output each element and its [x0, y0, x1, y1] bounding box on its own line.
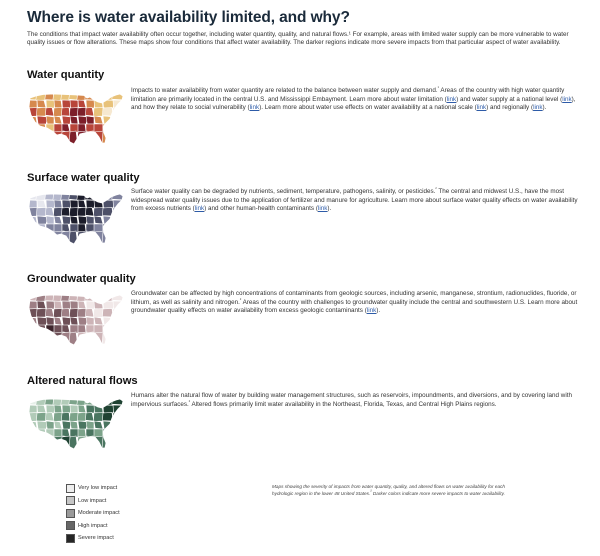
- map-region: [36, 231, 47, 247]
- social-vulnerability-link[interactable]: link: [249, 104, 260, 112]
- map-region: [36, 131, 47, 147]
- map-region: [54, 116, 62, 124]
- map-region: [45, 413, 54, 422]
- text-segment: ), and how they relate to social vulnerability (: [131, 95, 576, 112]
- map-region: [77, 309, 86, 318]
- water-quantity-heading: Water quantity: [27, 69, 105, 81]
- map-region: [102, 131, 113, 147]
- map-region: [86, 405, 95, 413]
- map-region: [27, 231, 37, 247]
- map-region: [86, 200, 95, 208]
- map-region: [46, 216, 54, 224]
- map-region: [113, 421, 127, 429]
- map-region: [113, 124, 127, 132]
- map-region: [62, 421, 71, 429]
- map-region: [94, 116, 103, 124]
- map-region: [113, 405, 127, 413]
- text-segment: ).: [542, 104, 547, 112]
- map-region: [37, 100, 46, 108]
- map-region: [45, 309, 54, 318]
- map-region: [86, 421, 94, 429]
- map-region: [27, 292, 37, 301]
- map-region: [27, 91, 37, 100]
- map-region: [46, 116, 54, 124]
- map-region: [112, 131, 127, 147]
- legend-item: [66, 482, 120, 494]
- map-region: [70, 421, 78, 429]
- map-caption: [272, 484, 527, 497]
- map-region: [70, 405, 78, 413]
- map-region: [86, 116, 94, 124]
- map-region: [112, 436, 127, 452]
- water-quantity-map: [27, 91, 127, 147]
- map-region: [85, 231, 94, 247]
- map-region: [37, 429, 46, 437]
- map-region: [93, 91, 105, 101]
- map-region: [69, 292, 78, 301]
- map-region: [78, 429, 86, 437]
- altered-natural-flows-heading: Altered natural flows: [27, 375, 138, 387]
- geologic-contaminants-link[interactable]: link: [366, 307, 377, 315]
- map-region: [78, 124, 86, 132]
- map-region: [45, 396, 54, 405]
- map-region: [27, 131, 37, 147]
- map-region: [78, 200, 86, 208]
- map-region: [54, 200, 62, 208]
- intro-paragraph: The conditions that impact water availability often occur together, including water quantity, quality, and natural flows.¹ For example, areas with limited water supply can be more vulnerable to water quality issues or flow alterations. These maps show four conditions that affect water availability. The darker regions indicate more severe impacts from that particular aspect of water availability.: [27, 31, 569, 47]
- map-region: [85, 309, 94, 318]
- map-region: [78, 325, 86, 333]
- regional-water-use-link[interactable]: link: [533, 104, 543, 112]
- map-region: [93, 191, 105, 201]
- map-region: [37, 325, 46, 333]
- map-region: [37, 200, 46, 208]
- legend-label: Very low impact: [78, 485, 118, 491]
- map-region: [69, 191, 78, 200]
- map-region: [46, 200, 55, 208]
- surface-water-quality-map: [27, 191, 127, 247]
- map-region: [27, 224, 38, 232]
- map-region: [113, 317, 127, 325]
- map-region: [27, 436, 37, 452]
- map-region: [94, 224, 103, 232]
- map-region: [45, 436, 54, 452]
- map-region: [36, 413, 46, 422]
- map-region: [27, 325, 38, 333]
- legend-item: [66, 495, 120, 507]
- map-region: [69, 91, 78, 100]
- map-region: [113, 301, 127, 309]
- water-supply-link[interactable]: link: [562, 95, 572, 103]
- text-segment: ).: [327, 205, 332, 213]
- map-region: [78, 224, 86, 232]
- map-region: [77, 413, 86, 422]
- map-region: [85, 413, 94, 422]
- map-region: [94, 124, 103, 132]
- map-region: [112, 231, 127, 247]
- water-limitation-link[interactable]: link: [446, 95, 457, 103]
- map-region: [61, 436, 70, 452]
- map-region: [27, 332, 37, 348]
- surface-water-quality-text: [131, 185, 581, 214]
- text-segment: ) and regionally (: [486, 104, 534, 112]
- legend-swatch: [66, 534, 75, 543]
- text-segment: ).: [376, 307, 381, 315]
- legend-item: [66, 507, 120, 519]
- map-region: [54, 325, 62, 333]
- map-region: [94, 301, 103, 309]
- map-region: [86, 216, 94, 224]
- text-segment: ) and other human-health contaminants (: [204, 205, 318, 213]
- map-region: [113, 429, 127, 437]
- map-region: [27, 200, 37, 208]
- map-region: [78, 301, 86, 309]
- legend-swatch: [66, 484, 75, 493]
- map-region: [54, 421, 62, 429]
- map-region: [61, 131, 70, 147]
- map-region: [54, 224, 62, 232]
- map-region: [46, 317, 54, 325]
- text-segment: ) and water supply at a national level (: [456, 95, 563, 103]
- map-region: [36, 436, 47, 452]
- map-region: [45, 91, 54, 100]
- map-region: [77, 108, 86, 117]
- footnote-ref: ¹: [437, 84, 439, 90]
- map-region: [85, 108, 94, 117]
- map-region: [102, 191, 113, 200]
- legend-swatch: [66, 509, 75, 518]
- caption-segment: Maps showing the severity of impacts from water quantity, quality, and altered flows on water availability for each hydrologic region in the lower 48 United States.: [272, 484, 506, 496]
- map-region: [102, 436, 113, 452]
- map-region: [54, 317, 62, 325]
- map-region: [113, 216, 127, 224]
- legend-item: [66, 532, 120, 544]
- map-region: [93, 396, 105, 406]
- map-region: [85, 208, 94, 217]
- map-region: [27, 396, 37, 405]
- map-region: [61, 413, 70, 422]
- map-region: [70, 200, 78, 208]
- map-region: [70, 116, 78, 124]
- map-region: [102, 292, 113, 301]
- map-region: [94, 200, 103, 208]
- map-region: [70, 301, 78, 309]
- map-region: [45, 131, 54, 147]
- legend-label: Severe impact: [78, 535, 114, 542]
- footnote-ref: ²: [239, 296, 242, 302]
- map-region: [37, 124, 46, 132]
- legend-swatch: [66, 496, 75, 505]
- groundwater-quality-text: [131, 290, 581, 316]
- map-region: [61, 108, 70, 117]
- impact-legend: [66, 482, 120, 545]
- national-water-use-link[interactable]: link: [476, 104, 487, 112]
- text-segment: Groundwater can be affected by high concentrations of contaminants from geologic sources, including arsenic, manganese, strontium, radionuclides, fluoride, or lithium, as well as salinity and nitrogen.: [131, 290, 577, 306]
- map-region: [113, 116, 127, 124]
- map-region: [102, 231, 113, 247]
- map-region: [86, 301, 95, 309]
- map-region: [102, 332, 113, 348]
- legend-label: Low impact: [78, 497, 107, 504]
- map-region: [86, 317, 94, 325]
- map-region: [61, 332, 70, 348]
- map-region: [27, 191, 37, 200]
- map-region: [85, 131, 94, 147]
- excess-nutrients-link[interactable]: link: [194, 205, 205, 213]
- map-region: [46, 100, 55, 108]
- map-region: [94, 429, 103, 437]
- map-region: [54, 216, 62, 224]
- legend-label: High impact: [78, 522, 108, 529]
- text-segment: Impacts to water availability from water quantity are related to the balance between water supply and demand.: [131, 87, 438, 94]
- map-region: [61, 231, 70, 247]
- map-region: [93, 292, 105, 302]
- map-region: [54, 100, 62, 108]
- map-region: [70, 317, 78, 325]
- text-segment: The central and midwest U.S., have the most widespread water quality issues due to the application of fertilizer and manure for agriculture. Learn more about surface water quality effects on water availability from excess nutrients (: [131, 188, 578, 213]
- map-region: [69, 396, 78, 405]
- altered-natural-flows-text: [131, 392, 581, 409]
- map-region: [54, 301, 62, 309]
- map-region: [36, 108, 46, 117]
- map-region: [85, 436, 94, 452]
- map-region: [46, 405, 55, 413]
- map-region: [113, 100, 127, 108]
- map-region: [36, 208, 46, 217]
- map-region: [94, 100, 103, 108]
- footnote-ref: ²: [370, 488, 372, 494]
- map-region: [45, 231, 54, 247]
- map-region: [61, 309, 70, 318]
- map-region: [46, 301, 55, 309]
- map-region: [112, 332, 127, 348]
- map-region: [78, 405, 86, 413]
- map-region: [45, 292, 54, 301]
- footnote-ref: ²: [435, 185, 437, 191]
- map-region: [94, 421, 103, 429]
- map-region: [85, 332, 94, 348]
- map-region: [113, 224, 127, 232]
- map-region: [62, 317, 71, 325]
- caption-segment: Darker colors indicate more severe impacts to water availability.: [371, 490, 505, 496]
- text-segment: Surface water quality can be degraded by nutrients, sediment, temperature, pathogens, salinity, or pesticides.: [131, 188, 436, 195]
- map-region: [70, 100, 78, 108]
- map-region: [37, 301, 46, 309]
- map-region: [94, 317, 103, 325]
- footnote-ref: ²: [188, 398, 191, 404]
- text-segment: ). Learn more about water use effects on water availability at a national scale (: [259, 104, 477, 112]
- map-region: [37, 224, 46, 232]
- text-segment: Areas of the country with challenges to groundwater quality include the central and southwestern U.S. Learn more about groundwater quality effects on water availability from excess geologic contaminants (: [131, 298, 578, 315]
- water-quantity-text: [131, 84, 581, 113]
- altered-natural-flows-map: [27, 396, 127, 452]
- map-region: [36, 309, 46, 318]
- map-region: [113, 325, 127, 333]
- map-region: [54, 429, 62, 437]
- text-segment: Humans alter the natural flow of water by building water management structures, such as reservoirs, impoundments, and diversions, and by covering land with impervious surfaces.: [131, 392, 573, 408]
- map-region: [45, 191, 54, 200]
- map-region: [94, 405, 103, 413]
- map-region: [27, 429, 38, 437]
- map-region: [54, 405, 62, 413]
- page-title: Where is water availability limited, and why?: [27, 9, 350, 26]
- map-region: [27, 301, 37, 309]
- groundwater-quality-heading: Groundwater quality: [27, 273, 136, 285]
- map-region: [94, 216, 103, 224]
- map-region: [78, 100, 86, 108]
- map-region: [45, 108, 54, 117]
- map-region: [27, 100, 37, 108]
- map-region: [77, 208, 86, 217]
- map-region: [113, 200, 127, 208]
- surface-water-quality-heading: Surface water quality: [27, 172, 140, 184]
- map-region: [46, 421, 54, 429]
- human-health-contaminants-link[interactable]: link: [317, 205, 328, 213]
- map-region: [61, 208, 70, 217]
- map-region: [86, 100, 95, 108]
- legend-swatch: [66, 521, 75, 530]
- groundwater-quality-map: [27, 292, 127, 348]
- map-region: [102, 91, 113, 100]
- text-segment: Altered flows primarily limit water availability in the Northeast, Florida, Texas, and Central High Plains regions.: [190, 400, 497, 408]
- text-segment: Areas of the country with high water quantity limitation are primarily located in the central U.S. and Mississippi Embayment. Learn more about water limitation (: [131, 87, 565, 103]
- map-region: [54, 124, 62, 132]
- map-region: [45, 332, 54, 348]
- map-region: [62, 216, 71, 224]
- map-region: [45, 208, 54, 217]
- map-region: [36, 332, 47, 348]
- map-region: [27, 405, 37, 413]
- map-region: [70, 216, 78, 224]
- legend-label: Moderate impact: [78, 510, 120, 517]
- map-region: [62, 116, 71, 124]
- map-region: [37, 405, 46, 413]
- legend-item: [66, 520, 120, 532]
- map-region: [102, 396, 113, 405]
- map-region: [27, 124, 38, 132]
- map-region: [94, 325, 103, 333]
